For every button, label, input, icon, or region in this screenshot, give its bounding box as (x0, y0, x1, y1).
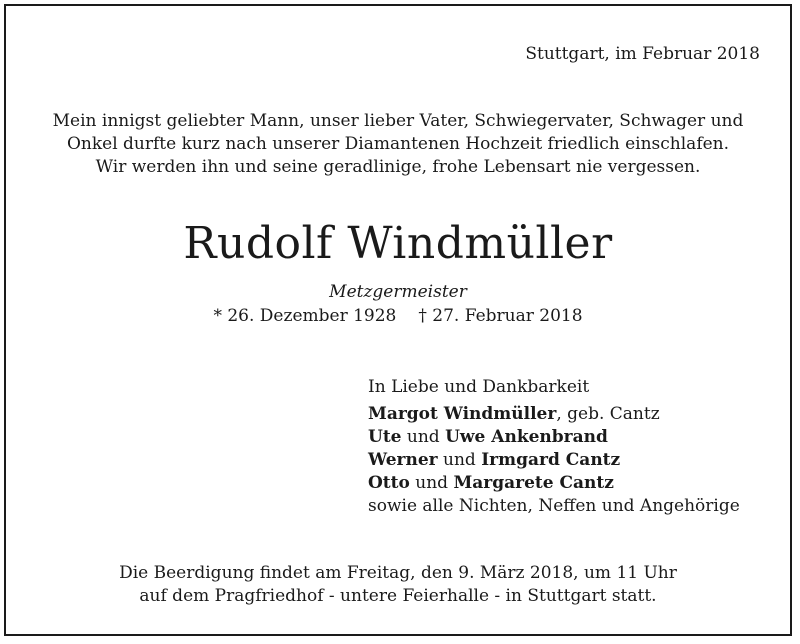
funeral-line: Die Beerdigung findet am Freitag, den 9. März 2018, um 11 Uhr (119, 563, 677, 583)
mourner-conj: und (401, 427, 446, 447)
deceased-name: Rudolf Windmüller (183, 218, 613, 269)
mourners-closing: sowie alle Nichten, Neffen und Angehörige (368, 496, 740, 516)
mourner-line (368, 403, 740, 426)
intro-text (6, 110, 790, 179)
place-date: Stuttgart, im Februar 2018 (525, 44, 760, 64)
mourner-name: Margarete Cantz (453, 473, 614, 493)
mourners-lead: In Liebe und Dankbarkeit (368, 377, 590, 397)
mourner-name: Werner (368, 450, 438, 470)
mourners-block (368, 376, 740, 518)
mourner-name: Ute (368, 427, 402, 447)
mourner-conj: und (409, 473, 454, 493)
death-date: † 27. Februar 2018 (418, 306, 583, 326)
intro-line: Mein innigst geliebter Mann, unser lieber Vater, Schwiegervater, Schwager und (52, 111, 744, 131)
mourner-line (368, 426, 740, 449)
life-dates (6, 306, 790, 326)
deceased-profession: Metzgermeister (329, 282, 467, 302)
mourner-line (368, 472, 740, 495)
mourner-name: Margot Windmüller (368, 404, 557, 424)
intro-line: Onkel durfte kurz nach unserer Diamantenen Hochzeit friedlich einschlafen. (66, 134, 730, 154)
mourner-name: Otto (368, 473, 410, 493)
mourner-conj: und (437, 450, 482, 470)
funeral-info (6, 562, 790, 608)
obituary-notice (4, 4, 792, 636)
funeral-line: auf dem Pragfriedhof - untere Feierhalle - in Stuttgart statt. (139, 586, 657, 606)
birth-date: * 26. Dezember 1928 (213, 306, 397, 326)
intro-line: Wir werden ihn und seine geradlinige, frohe Lebensart nie vergessen. (95, 157, 701, 177)
mourner-suffix: , geb. Cantz (556, 404, 660, 424)
mourner-line (368, 449, 740, 472)
mourner-name: Uwe Ankenbrand (445, 427, 608, 447)
mourner-name: Irmgard Cantz (481, 450, 621, 470)
